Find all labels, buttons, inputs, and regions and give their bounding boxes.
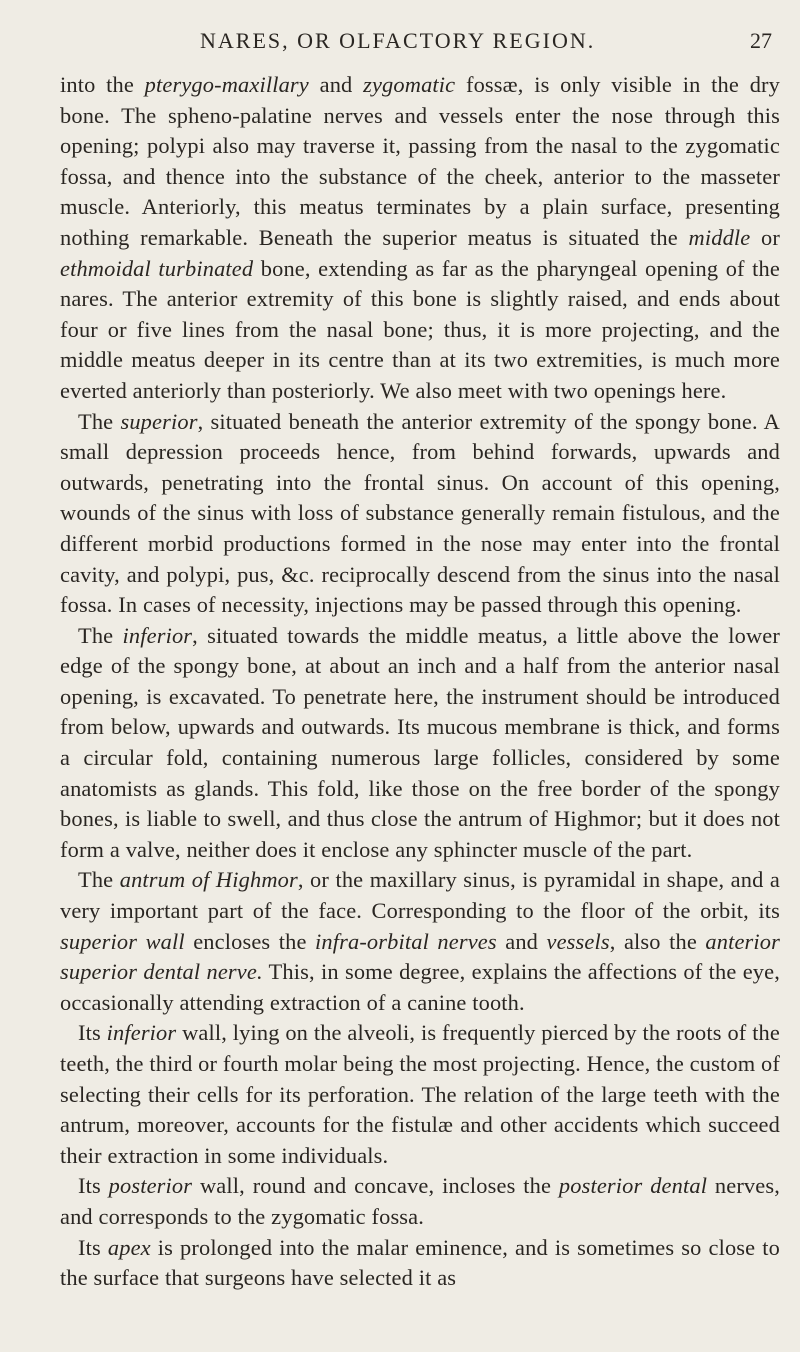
text-run: into the — [60, 72, 145, 97]
text-run: Its — [78, 1173, 109, 1199]
paragraph — [60, 1018, 780, 1171]
italic-term: inferior — [106, 1020, 177, 1046]
italic-term: apex — [107, 1234, 151, 1260]
text-run: wall, lying on the alveoli, is frequently pierced by the roots of the teeth, the third or fourth molar being the most projecting. Hence, the custom of selecting their cells for its perforation. The relation of the large teeth with the antrum, moreover, accounts for the fistulæ and other accidents which succeed their extraction in some individuals. — [60, 1020, 780, 1168]
italic-term: superior — [120, 408, 198, 434]
text-run: encloses the — [184, 928, 316, 954]
text-run: The — [78, 408, 121, 434]
text-run: is prolonged into the malar eminence, and is sometimes so close to the surface that surgeons have selected it as — [60, 1234, 780, 1291]
italic-term: anterior superior dental nerve. — [60, 928, 780, 985]
text-run: The — [78, 622, 123, 648]
text-run: , or the maxillary sinus, is pyramidal in shape, and a very important part of the face. Corresponding to the floor of the orbit, its — [60, 867, 780, 924]
text-run: This, in some degree, explains the affections of the eye, occasionally attending extraction of a canine tooth. — [60, 959, 780, 1015]
italic-term: posterior dental — [558, 1173, 708, 1199]
italic-term: vessels — [546, 928, 610, 954]
italic-term: zygomatic — [363, 72, 456, 97]
text-run: Its — [78, 1234, 108, 1260]
paragraph — [60, 70, 780, 407]
page-number: 27 — [750, 28, 772, 53]
paragraph — [60, 1171, 780, 1232]
italic-term: posterior — [108, 1173, 193, 1199]
paragraph — [60, 865, 780, 1018]
text-run: or — [750, 224, 781, 250]
text-run: and — [308, 72, 364, 97]
text-run: The — [78, 867, 120, 893]
text-run: , situated beneath the anterior extremity of the spongy bone. A small depression proceeds hence, from behind forwards, upwards and outwards, penetrating into the frontal sinus. On account of this opening, wounds of the sinus with loss of substance generally remain fistulous, and the different morbid productions formed in the nose may enter into the frontal cavity, and polypi, pus, &c. reciprocally descend from the sinus into the nasal fossa. In cases of necessity, injections may be passed through this opening. — [60, 408, 780, 618]
paragraph — [60, 621, 780, 866]
text-run: and — [496, 928, 547, 954]
paragraph — [60, 1233, 780, 1294]
text-run: , situated towards the middle meatus, a little above the lower edge of the spongy bone, at about an inch and a half from the anterior nasal opening, is excavated. To penetrate here, the instrument should be introduced from below, upwards and outwards. Its mucous membrane is thick, and forms a circular fold, containing numerous large follicles, considered by some anatomists as glands. This fold, like those on the free border of the spongy bones, is liable to swell, and thus close the antrum of Highmor; but it does not form a valve, neither does it enclose any sphincter muscle of the part. — [60, 622, 780, 862]
italic-term: superior wall — [60, 928, 185, 954]
running-title: NARES, OR OLFACTORY REGION. — [200, 28, 596, 53]
text-run: bone, extending as far as the pharyngeal opening of the nares. The anterior extremity of this bone is slightly raised, and ends about four or five lines from the nasal bone; thus, it is more projecting, and the middle meatus deeper in its centre than at its two extremities, is much more everted anteriorly than posteriorly. We also meet with two openings here. — [60, 255, 780, 403]
running-head — [60, 22, 780, 70]
text-run: Its — [78, 1020, 107, 1046]
italic-term: pterygo-maxillary — [144, 72, 309, 97]
italic-term: infra-orbital nerves — [315, 928, 497, 954]
italic-term: inferior — [122, 622, 193, 648]
italic-term: middle — [688, 224, 751, 250]
italic-term: ethmoidal turbinated — [60, 255, 254, 281]
body-text — [60, 70, 780, 1294]
text-run: , also the — [609, 928, 706, 954]
italic-term: antrum of Highmor — [119, 867, 298, 893]
text-run: nerves, and corresponds to the zygomatic fossa. — [60, 1173, 780, 1229]
paragraph — [60, 407, 780, 621]
text-run: fossæ, is only visible in the dry bone. The spheno-palatine nerves and vessels enter the nose through this opening; polypi also may traverse it, passing from the nasal to the zygomatic fossa, and thence into the substance of the cheek, anterior to the masseter muscle. Anteriorly, this meatus terminates by a plain surface, presenting nothing remarkable. Beneath the superior meatus is situated the — [60, 72, 780, 250]
text-run: wall, round and concave, incloses the — [192, 1173, 559, 1199]
